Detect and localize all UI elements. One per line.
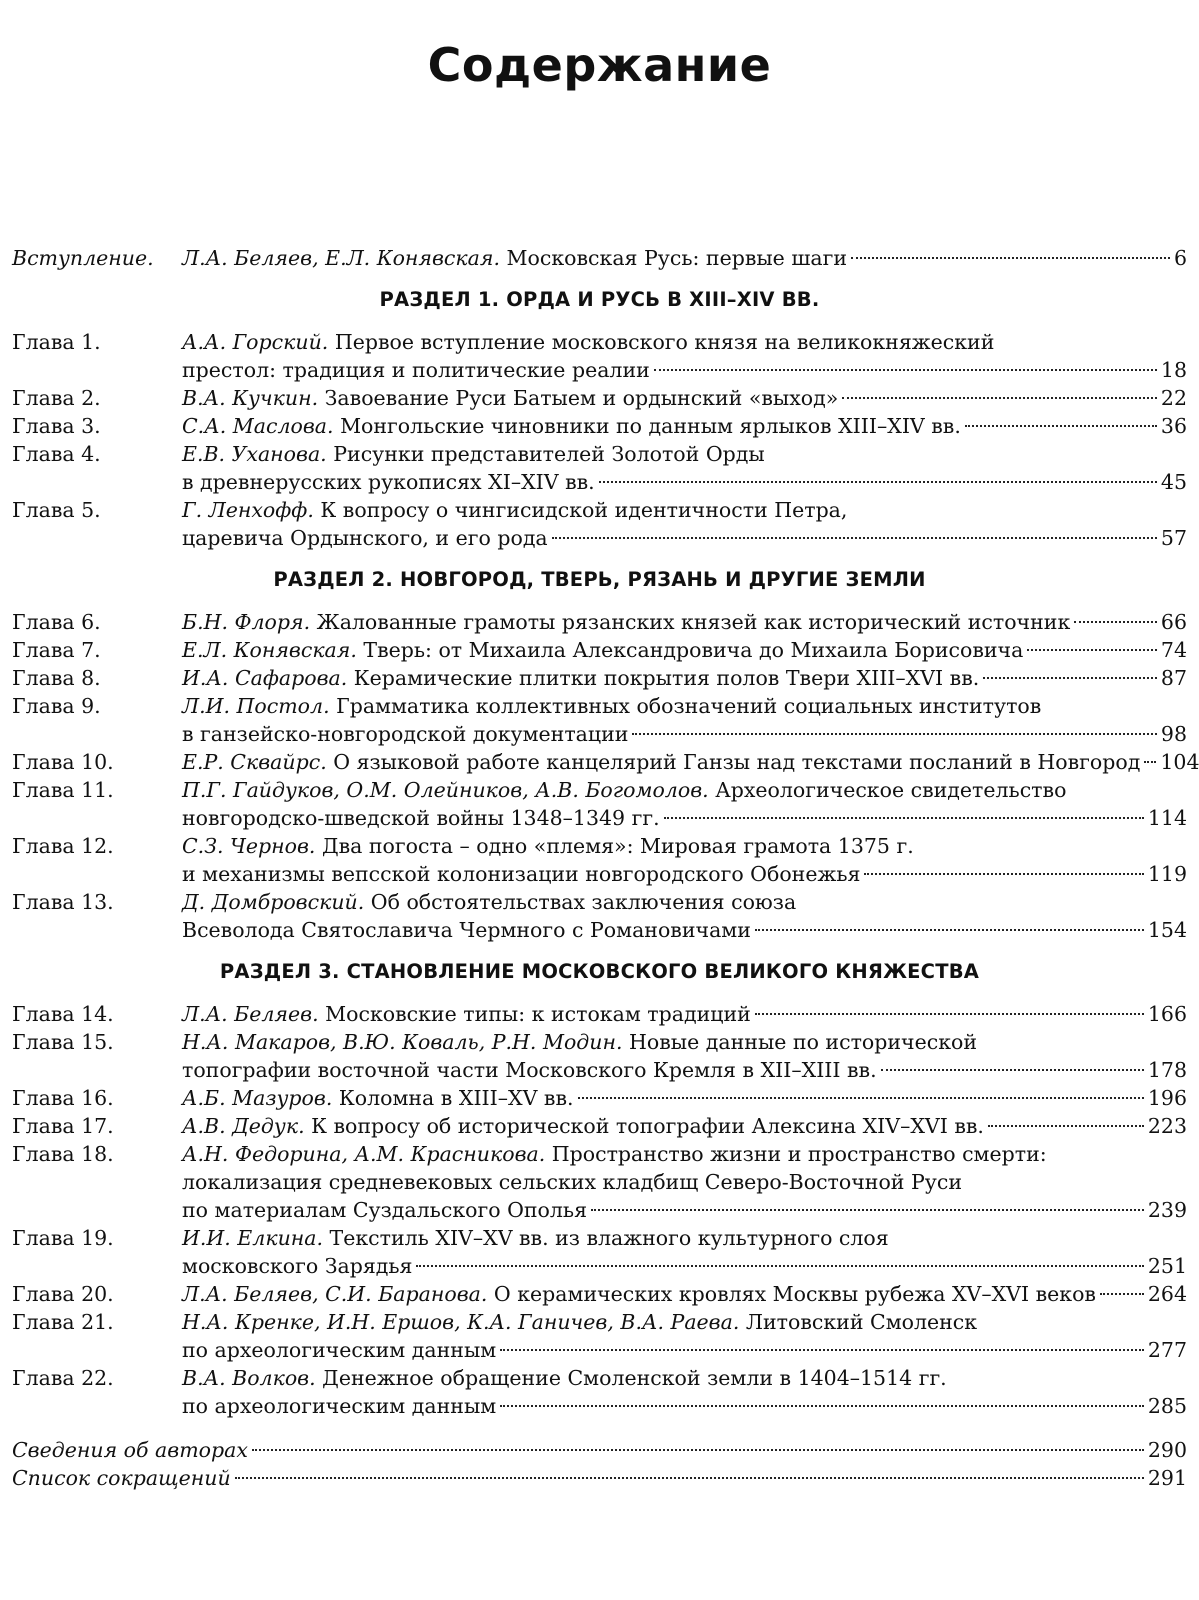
chapter-text (182, 776, 1066, 804)
chapter-label: Глава 3. (12, 414, 101, 438)
chapter-text (182, 496, 847, 524)
chapter-text (182, 524, 548, 552)
chapter-title-line: К вопросу об исторической топографии Алексина XIV–XVI вв. (311, 1114, 984, 1138)
toc-line (12, 1168, 1187, 1196)
toc-line (12, 1196, 1187, 1224)
intro-page-number: 6 (1173, 246, 1187, 270)
toc-line (12, 1084, 1187, 1112)
chapter-page-number: 114 (1147, 806, 1187, 830)
chapter-body (182, 748, 1199, 776)
dot-leader (632, 733, 1157, 735)
toc-entry-appendix[interactable] (12, 1464, 1187, 1492)
chapter-author: А.Б. Мазуров. (182, 1086, 333, 1110)
chapter-title-line: в древнерусских рукописях XI–XIV вв. (182, 470, 595, 494)
appendix-label: Сведения об авторах (12, 1438, 248, 1462)
chapter-text (182, 860, 860, 888)
chapter-label: Глава 2. (12, 386, 101, 410)
chapter-label: Глава 20. (12, 1282, 114, 1306)
dot-leader (851, 257, 1170, 259)
toc-entry-intro[interactable] (12, 244, 1187, 272)
chapter-body (182, 636, 1187, 664)
chapter-title-line: локализация средневековых сельских кладбищ Северо-Восточной Руси (182, 1170, 962, 1194)
chapter-page-number: 264 (1147, 1282, 1187, 1306)
dot-leader (1027, 649, 1157, 651)
chapter-author: П.Г. Гайдуков, О.М. Олейников, А.В. Богомолов. (182, 778, 709, 802)
dot-leader (664, 817, 1144, 819)
chapter-page-number: 22 (1160, 386, 1187, 410)
chapter-author: Л.А. Беляев. (182, 1002, 319, 1026)
dot-leader (755, 929, 1144, 931)
dot-leader (578, 1097, 1144, 1099)
toc-entry-chapter[interactable] (12, 608, 1187, 636)
chapter-text (182, 356, 650, 384)
dot-leader (500, 1349, 1144, 1351)
chapter-body (182, 1336, 1187, 1364)
toc-line (12, 524, 1187, 552)
chapter-title-line: Жалованные грамоты рязанских князей как исторический источник (316, 610, 1071, 634)
toc-line (12, 1308, 1187, 1336)
chapter-title-line: Об обстоятельствах заключения союза (370, 890, 797, 914)
chapter-body (182, 1364, 1187, 1392)
toc-entry-chapter[interactable] (12, 776, 1187, 832)
chapter-page-number: 223 (1147, 1114, 1187, 1138)
chapter-body (182, 524, 1187, 552)
chapter-body (182, 1084, 1187, 1112)
dot-leader (1100, 1293, 1144, 1295)
chapter-title-line: Текстиль XIV–XV вв. из влажного культурного слоя (329, 1226, 889, 1250)
section-heading: РАЗДЕЛ 1. ОРДА И РУСЬ В XIII–XIV ВВ. (379, 288, 820, 311)
chapter-page-number: 119 (1147, 862, 1187, 886)
toc-entry-chapter[interactable] (12, 1224, 1187, 1280)
toc-line (12, 776, 1187, 804)
chapter-title-line: О керамических кровлях Москвы рубежа XV–XVI веков (493, 1282, 1096, 1306)
chapter-page-number: 239 (1147, 1198, 1187, 1222)
chapter-body (182, 1140, 1187, 1168)
chapter-body (182, 888, 1187, 916)
toc-entry-chapter[interactable] (12, 384, 1187, 412)
chapter-title-line: по археологическим данным (182, 1338, 497, 1362)
dot-leader (654, 369, 1157, 371)
chapter-title-line: Первое вступление московского князя на великокняжеский (334, 330, 995, 354)
chapter-text (182, 1336, 496, 1364)
chapter-title-line: Археологическое свидетельство (715, 778, 1067, 802)
chapter-title-line: Грамматика коллективных обозначений социальных институтов (336, 694, 1042, 718)
chapter-label: Глава 9. (12, 694, 101, 718)
chapter-text (182, 440, 765, 468)
toc-line (12, 804, 1187, 832)
chapter-author: В.А. Волков. (182, 1366, 316, 1390)
toc-line (12, 1280, 1187, 1308)
dot-leader (881, 1069, 1144, 1071)
appendix-page-number: 290 (1147, 1438, 1187, 1462)
toc-entry-chapter[interactable] (12, 664, 1187, 692)
chapter-author: И.И. Елкина. (182, 1226, 324, 1250)
toc-line (12, 720, 1187, 748)
chapter-page-number: 57 (1160, 526, 1187, 550)
chapter-label: Глава 17. (12, 1114, 114, 1138)
toc-entry-chapter[interactable] (12, 1308, 1187, 1364)
chapter-text (182, 1084, 574, 1112)
chapter-title-line: Коломна в XIII–XV вв. (338, 1086, 574, 1110)
chapter-page-number: 18 (1160, 358, 1187, 382)
toc-line (12, 636, 1187, 664)
chapter-body (182, 916, 1187, 944)
chapter-body (182, 328, 1187, 356)
chapter-page-number: 154 (1147, 918, 1187, 942)
toc-entry-chapter[interactable] (12, 1280, 1187, 1308)
toc-entry-chapter[interactable] (12, 328, 1187, 384)
chapter-page-number: 66 (1160, 610, 1187, 634)
chapter-text (182, 748, 1140, 776)
dot-leader (500, 1405, 1144, 1407)
chapter-text (182, 412, 961, 440)
chapter-title-line: Денежное обращение Смоленской земли в 1404–1514 гг. (322, 1366, 947, 1390)
chapter-page-number: 104 (1160, 750, 1199, 774)
toc-line (12, 608, 1187, 636)
chapter-label: Глава 22. (12, 1366, 114, 1390)
chapter-body (182, 832, 1187, 860)
dot-leader (864, 873, 1143, 875)
chapter-text (182, 720, 628, 748)
chapter-page-number: 87 (1160, 666, 1187, 690)
chapter-text (182, 888, 796, 916)
chapter-body (182, 412, 1187, 440)
chapter-text (182, 1364, 947, 1392)
toc-line (12, 664, 1187, 692)
chapter-text (182, 916, 751, 944)
chapter-title-line: по материалам Суздальского Ополья (182, 1198, 587, 1222)
chapter-author: С.А. Маслова. (182, 414, 334, 438)
chapter-page-number: 74 (1160, 638, 1187, 662)
chapter-text (182, 1224, 889, 1252)
dot-leader (983, 677, 1157, 679)
chapter-page-number: 196 (1147, 1086, 1187, 1110)
chapter-title-line: Пространство жизни и пространство смерти: (551, 1142, 1047, 1166)
chapter-label: Глава 15. (12, 1030, 114, 1054)
chapter-title-line: в ганзейско-новгородской документации (182, 722, 629, 746)
chapter-title-line: Завоевание Руси Батыем и ордынский «выход» (324, 386, 839, 410)
chapter-text (182, 1056, 877, 1084)
appendix-container (12, 1436, 1187, 1492)
chapter-label: Глава 19. (12, 1226, 114, 1250)
toc-line (12, 496, 1187, 524)
dot-leader (252, 1449, 1144, 1451)
toc-line (12, 412, 1187, 440)
toc-line (12, 832, 1187, 860)
chapter-text (182, 1028, 977, 1056)
chapter-title-line: по археологическим данным (182, 1394, 497, 1418)
chapter-text (182, 1280, 1096, 1308)
chapter-author: С.З. Чернов. (182, 834, 316, 858)
toc-line (12, 1336, 1187, 1364)
chapter-text (182, 1196, 587, 1224)
chapter-title-line: Тверь: от Михаила Александровича до Михаила Борисовича (363, 638, 1024, 662)
chapter-text (182, 384, 838, 412)
appendix-body (12, 1464, 1187, 1492)
chapter-title-line: Московские типы: к истокам традиций (325, 1002, 751, 1026)
chapter-body (182, 860, 1187, 888)
chapter-text (182, 328, 994, 356)
appendix-label: Список сокращений (12, 1466, 231, 1490)
chapter-author: И.А. Сафарова. (182, 666, 348, 690)
chapter-text (182, 692, 1041, 720)
chapter-title-line: новгородско-шведской войны 1348–1349 гг. (182, 806, 660, 830)
chapter-body (182, 720, 1187, 748)
page-title: Содержание (427, 38, 772, 92)
chapter-body (182, 1112, 1187, 1140)
chapter-title-line: царевича Ордынского, и его рода (182, 526, 548, 550)
chapter-body (182, 1280, 1187, 1308)
chapter-page-number: 251 (1147, 1254, 1187, 1278)
appendix-page-number: 291 (1147, 1466, 1187, 1490)
intro-label: Вступление. (12, 246, 154, 270)
chapter-body (182, 1000, 1187, 1028)
chapter-body (182, 608, 1187, 636)
chapter-text (182, 1168, 962, 1196)
chapter-label: Глава 10. (12, 750, 114, 774)
toc-line (12, 916, 1187, 944)
appendix-body (12, 1436, 1187, 1464)
chapter-author: Е.Р. Сквайрс. (182, 750, 327, 774)
toc-line (12, 1364, 1187, 1392)
toc-entry-chapter[interactable] (12, 1140, 1187, 1224)
toc-line (12, 468, 1187, 496)
dot-leader (416, 1265, 1143, 1267)
chapter-author: Б.Н. Флоря. (182, 610, 311, 634)
chapter-author: Е.Л. Конявская. (182, 638, 357, 662)
chapter-label: Глава 7. (12, 638, 101, 662)
chapter-text (182, 1140, 1047, 1168)
toc-line (12, 692, 1187, 720)
section-heading: РАЗДЕЛ 3. СТАНОВЛЕНИЕ МОСКОВСКОГО ВЕЛИКОГО КНЯЖЕСТВА (219, 960, 980, 983)
chapter-text (182, 468, 595, 496)
chapter-text (182, 832, 914, 860)
toc-line (12, 384, 1187, 412)
toc-line (12, 356, 1187, 384)
dot-leader (599, 481, 1157, 483)
toc-entry-chapter[interactable] (12, 636, 1187, 664)
chapter-title-line: престол: традиция и политические реалии (182, 358, 650, 382)
toc-entry-chapter[interactable] (12, 1084, 1187, 1112)
toc-line (12, 888, 1187, 916)
chapter-page-number: 285 (1147, 1394, 1187, 1418)
dot-leader (842, 397, 1157, 399)
chapter-body (182, 664, 1187, 692)
dot-leader (965, 425, 1157, 427)
spacer (12, 1420, 1187, 1436)
chapter-title-line: Керамические плитки покрытия полов Твери XIII–XVI вв. (353, 666, 980, 690)
sections-container (12, 272, 1199, 1420)
chapter-author: Е.В. Уханова. (182, 442, 327, 466)
toc-entry-chapter[interactable] (12, 496, 1187, 552)
intro-author: Л.А. Беляев, Е.Л. Конявская. (182, 246, 500, 270)
chapter-author: Л.И. Постол. (182, 694, 330, 718)
toc-line (12, 1112, 1187, 1140)
section-heading: РАЗДЕЛ 2. НОВГОРОД, ТВЕРЬ, РЯЗАНЬ И ДРУГИЕ ЗЕМЛИ (273, 568, 926, 591)
chapter-author: А.В. Дедук. (182, 1114, 305, 1138)
chapter-label: Глава 21. (12, 1310, 114, 1334)
dot-leader (591, 1209, 1144, 1211)
chapter-body (182, 440, 1187, 468)
chapter-body (182, 1028, 1187, 1056)
dot-leader (1074, 621, 1157, 623)
chapter-title-line: Всеволода Святославича Чермного с Романовичами (182, 918, 751, 942)
toc-entry-chapter[interactable] (12, 748, 1199, 776)
toc-entry-chapter[interactable] (12, 888, 1187, 944)
chapter-author: Д. Домбровский. (182, 890, 365, 914)
chapter-label: Глава 8. (12, 666, 101, 690)
toc-entry-chapter[interactable] (12, 440, 1187, 496)
chapter-body (182, 804, 1187, 832)
chapter-body (182, 468, 1187, 496)
chapter-label: Глава 18. (12, 1142, 114, 1166)
chapter-text (182, 1308, 977, 1336)
toc-entry-chapter[interactable] (12, 1028, 1187, 1084)
toc-line (12, 1224, 1187, 1252)
dot-leader (755, 1013, 1144, 1015)
chapter-author: В.А. Кучкин. (182, 386, 319, 410)
chapter-body (182, 1308, 1187, 1336)
chapter-label: Глава 11. (12, 778, 114, 802)
chapter-body (182, 384, 1187, 412)
chapter-label: Глава 6. (12, 610, 101, 634)
intro-title: Московская Русь: первые шаги (506, 246, 848, 270)
chapter-body (182, 496, 1187, 524)
toc-line (12, 1252, 1187, 1280)
chapter-page-number: 277 (1147, 1338, 1187, 1362)
chapter-author: Л.А. Беляев, С.И. Баранова. (182, 1282, 488, 1306)
toc-line (12, 1028, 1187, 1056)
chapter-text (182, 1252, 412, 1280)
chapter-title-line: Новые данные по исторической (629, 1030, 978, 1054)
chapter-body (182, 776, 1187, 804)
toc-line (12, 1392, 1187, 1420)
dot-leader (1144, 761, 1156, 763)
chapter-body (182, 1168, 1187, 1196)
chapter-label: Глава 13. (12, 890, 114, 914)
chapter-title-line: К вопросу о чингисидской идентичности Петра, (320, 498, 848, 522)
toc-entry-appendix[interactable] (12, 1436, 1187, 1464)
chapter-body (182, 356, 1187, 384)
chapter-title-line: московского Зарядья (182, 1254, 413, 1278)
chapter-text (182, 664, 979, 692)
chapter-title-line: Литовский Смоленск (745, 1310, 978, 1334)
chapter-title-line: Рисунки представителей Золотой Орды (333, 442, 765, 466)
chapter-author: А.Н. Федорина, А.М. Красникова. (182, 1142, 546, 1166)
dot-leader (988, 1125, 1144, 1127)
chapter-page-number: 36 (1160, 414, 1187, 438)
toc-line (12, 1140, 1187, 1168)
chapter-label: Глава 12. (12, 834, 114, 858)
chapter-text (182, 636, 1023, 664)
toc-entry-chapter[interactable] (12, 1112, 1187, 1140)
chapter-title-line: Монгольские чиновники по данным ярлыков XIII–XIV вв. (340, 414, 961, 438)
chapter-text (182, 608, 1070, 636)
chapter-page-number: 45 (1160, 470, 1187, 494)
chapter-page-number: 98 (1160, 722, 1187, 746)
toc-line (12, 328, 1187, 356)
toc-line (12, 1000, 1187, 1028)
toc-entry-chapter[interactable] (12, 1364, 1187, 1420)
chapter-body (182, 1252, 1187, 1280)
chapter-body (182, 1056, 1187, 1084)
chapter-author: А.А. Горский. (182, 330, 329, 354)
toc-entry-chapter[interactable] (12, 832, 1187, 888)
chapter-author: Н.А. Макаров, В.Ю. Коваль, Р.Н. Модин. (182, 1030, 623, 1054)
toc-line (12, 1056, 1187, 1084)
dot-leader (235, 1477, 1144, 1479)
dot-leader (552, 537, 1157, 539)
chapter-text (182, 1392, 496, 1420)
chapter-label: Глава 1. (12, 330, 101, 354)
toc-line (12, 860, 1187, 888)
toc-line (12, 440, 1187, 468)
chapter-body (182, 1224, 1187, 1252)
chapter-title-line: О языковой работе канцелярий Ганзы над текстами посланий в Новгород (333, 750, 1141, 774)
chapter-label: Глава 4. (12, 442, 101, 466)
chapter-author: Н.А. Кренке, И.Н. Ершов, К.А. Ганичев, В.А. Раева. (182, 1310, 740, 1334)
chapter-text (182, 1000, 751, 1028)
chapter-text (182, 804, 660, 832)
toc-line (12, 748, 1199, 776)
chapter-page-number: 166 (1147, 1002, 1187, 1026)
chapter-author: Г. Ленхофф. (182, 498, 314, 522)
chapter-text (182, 1112, 984, 1140)
chapter-body (182, 1196, 1187, 1224)
toc-entry-chapter[interactable] (12, 692, 1187, 748)
chapter-body (182, 692, 1187, 720)
chapter-label: Глава 16. (12, 1086, 114, 1110)
chapter-page-number: 178 (1147, 1058, 1187, 1082)
chapter-title-line: топографии восточной части Московского Кремля в XII–XIII вв. (182, 1058, 877, 1082)
chapter-title-line: и механизмы вепсской колонизации новгородского Обонежья (182, 862, 861, 886)
table-of-contents (12, 244, 1199, 1492)
chapter-title-line: Два погоста – одно «племя»: Мировая грамота 1375 г. (321, 834, 914, 858)
chapter-label: Глава 14. (12, 1002, 114, 1026)
chapter-label: Глава 5. (12, 498, 101, 522)
chapter-body (182, 1392, 1187, 1420)
toc-entry-chapter[interactable] (12, 1000, 1187, 1028)
toc-entry-chapter[interactable] (12, 412, 1187, 440)
